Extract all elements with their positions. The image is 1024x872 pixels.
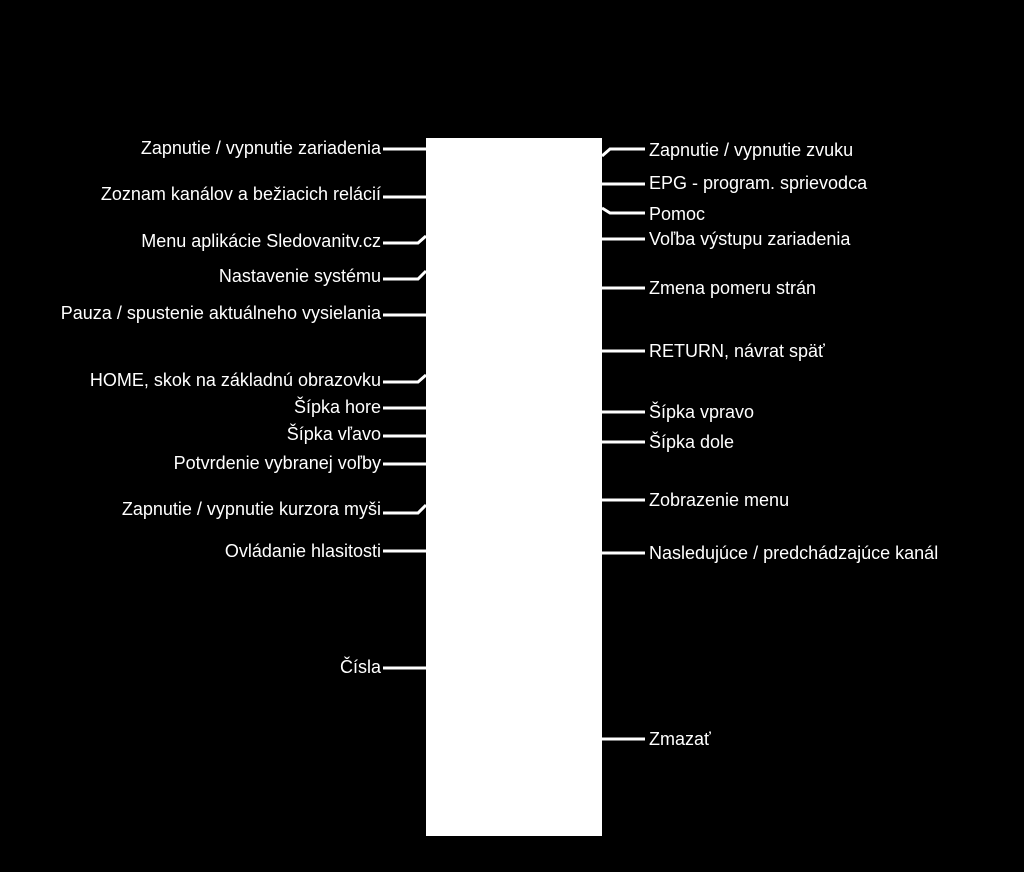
- label-pause-play: Pauza / spustenie aktuálneho vysielania: [60, 303, 381, 323]
- label-home: HOME, skok na základnú obrazovku: [89, 370, 381, 390]
- label-mouse-cursor: Zapnutie / vypnutie kurzora myši: [121, 499, 381, 519]
- label-app-menu: Menu aplikácie Sledovanitv.cz: [141, 231, 381, 251]
- label-output-select: Voľba výstupu zariadenia: [649, 229, 851, 249]
- label-mute: Zapnutie / vypnutie zvuku: [649, 140, 854, 160]
- label-numbers: Čísla: [339, 657, 381, 677]
- label-volume: Ovládanie hlasitosti: [224, 541, 381, 561]
- label-delete: Zmazať: [649, 729, 711, 749]
- label-channel-next-prev: Nasledujúce / predchádzajúce kanál: [649, 543, 939, 563]
- label-power: Zapnutie / vypnutie zariadenia: [140, 138, 381, 158]
- label-channel-list: Zoznam kanálov a bežiacich relácií: [100, 184, 381, 204]
- label-arrow-up: Šípka hore: [293, 397, 381, 417]
- callout-line-left-3: [383, 236, 426, 243]
- label-aspect-ratio: Zmena pomeru strán: [649, 278, 817, 298]
- callout-line-left-4: [383, 271, 426, 279]
- callout-line-right-3: [602, 208, 645, 213]
- label-arrow-left: Šípka vľavo: [286, 424, 381, 444]
- label-confirm: Potvrdenie vybranej voľby: [173, 453, 381, 473]
- label-arrow-right: Šípka vpravo: [649, 402, 755, 422]
- callout-line-left-6: [383, 375, 426, 382]
- callout-line-left-10: [383, 505, 426, 513]
- label-system-settings: Nastavenie systému: [218, 266, 381, 286]
- label-help: Pomoc: [649, 204, 706, 224]
- label-show-menu: Zobrazenie menu: [649, 490, 790, 510]
- callout-line-right-1: [602, 149, 645, 156]
- label-return: RETURN, návrat späť: [649, 341, 825, 361]
- label-epg: EPG - program. sprievodca: [649, 173, 868, 193]
- label-arrow-down: Šípka dole: [649, 432, 735, 452]
